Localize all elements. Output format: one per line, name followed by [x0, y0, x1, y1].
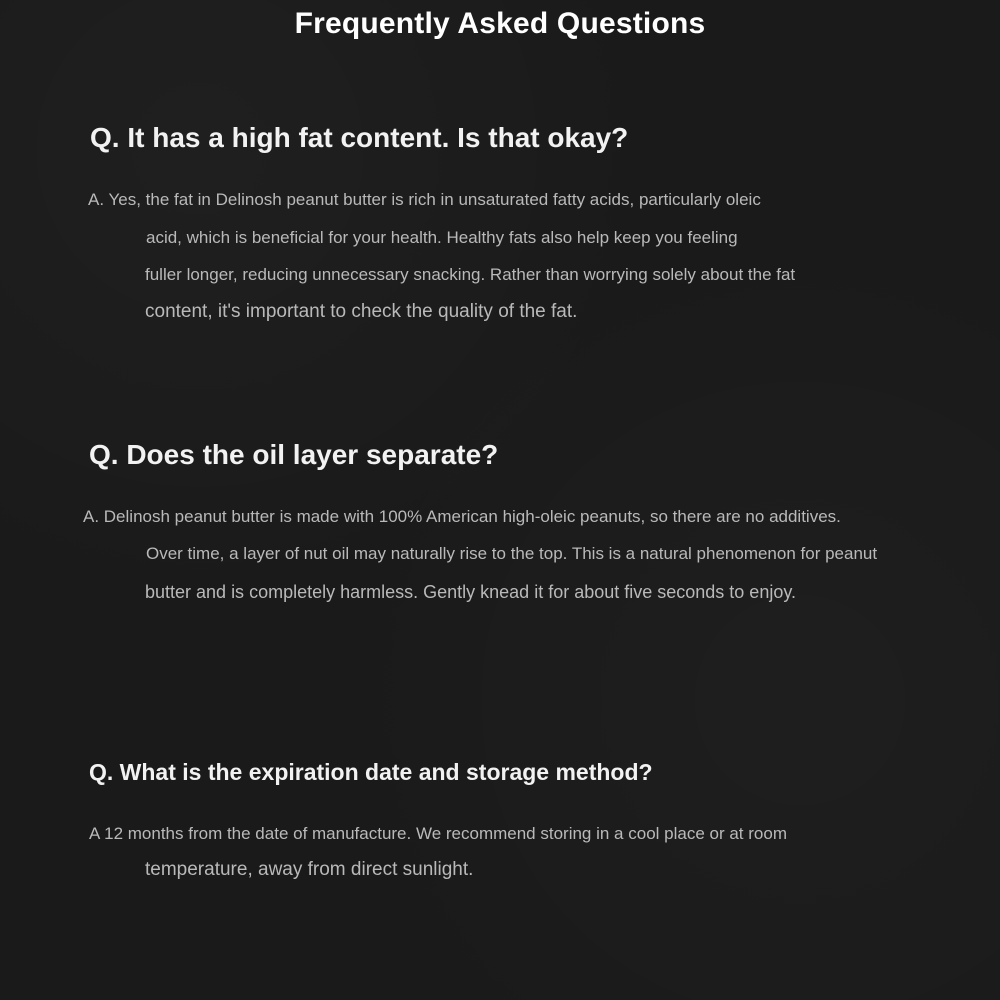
faq-answer-line: A. Delinosh peanut butter is made with 100% American high-oleic peanuts, so there are no additives. — [83, 507, 841, 526]
faq-answer-line: fuller longer, reducing unnecessary snacking. Rather than worrying solely about the fat — [145, 265, 796, 284]
faq-answer-line: acid, which is beneficial for your health. Healthy fats also help keep you feeling — [146, 228, 738, 247]
faq-question: Q. It has a high fat content. Is that okay? — [90, 122, 629, 153]
page-title: Frequently Asked Questions — [294, 7, 706, 40]
faq-answer-line: content, it's important to check the quality of the fat. — [145, 301, 578, 322]
faq-answer-line: temperature, away from direct sunlight. — [145, 859, 474, 880]
faq-answer-line: Over time, a layer of nut oil may naturally rise to the top. This is a natural phenomenon for peanut — [146, 544, 878, 563]
faq-question: Q. Does the oil layer separate? — [89, 439, 499, 470]
faq-answer-line: A. Yes, the fat in Delinosh peanut butter is rich in unsaturated fatty acids, particularly oleic — [88, 190, 761, 209]
faq-answer-line: A 12 months from the date of manufacture. We recommend storing in a cool place or at room — [89, 824, 787, 843]
faq-answer-line: butter and is completely harmless. Gently knead it for about five seconds to enjoy. — [145, 582, 797, 602]
faq-question: Q. What is the expiration date and storage method? — [89, 759, 653, 785]
